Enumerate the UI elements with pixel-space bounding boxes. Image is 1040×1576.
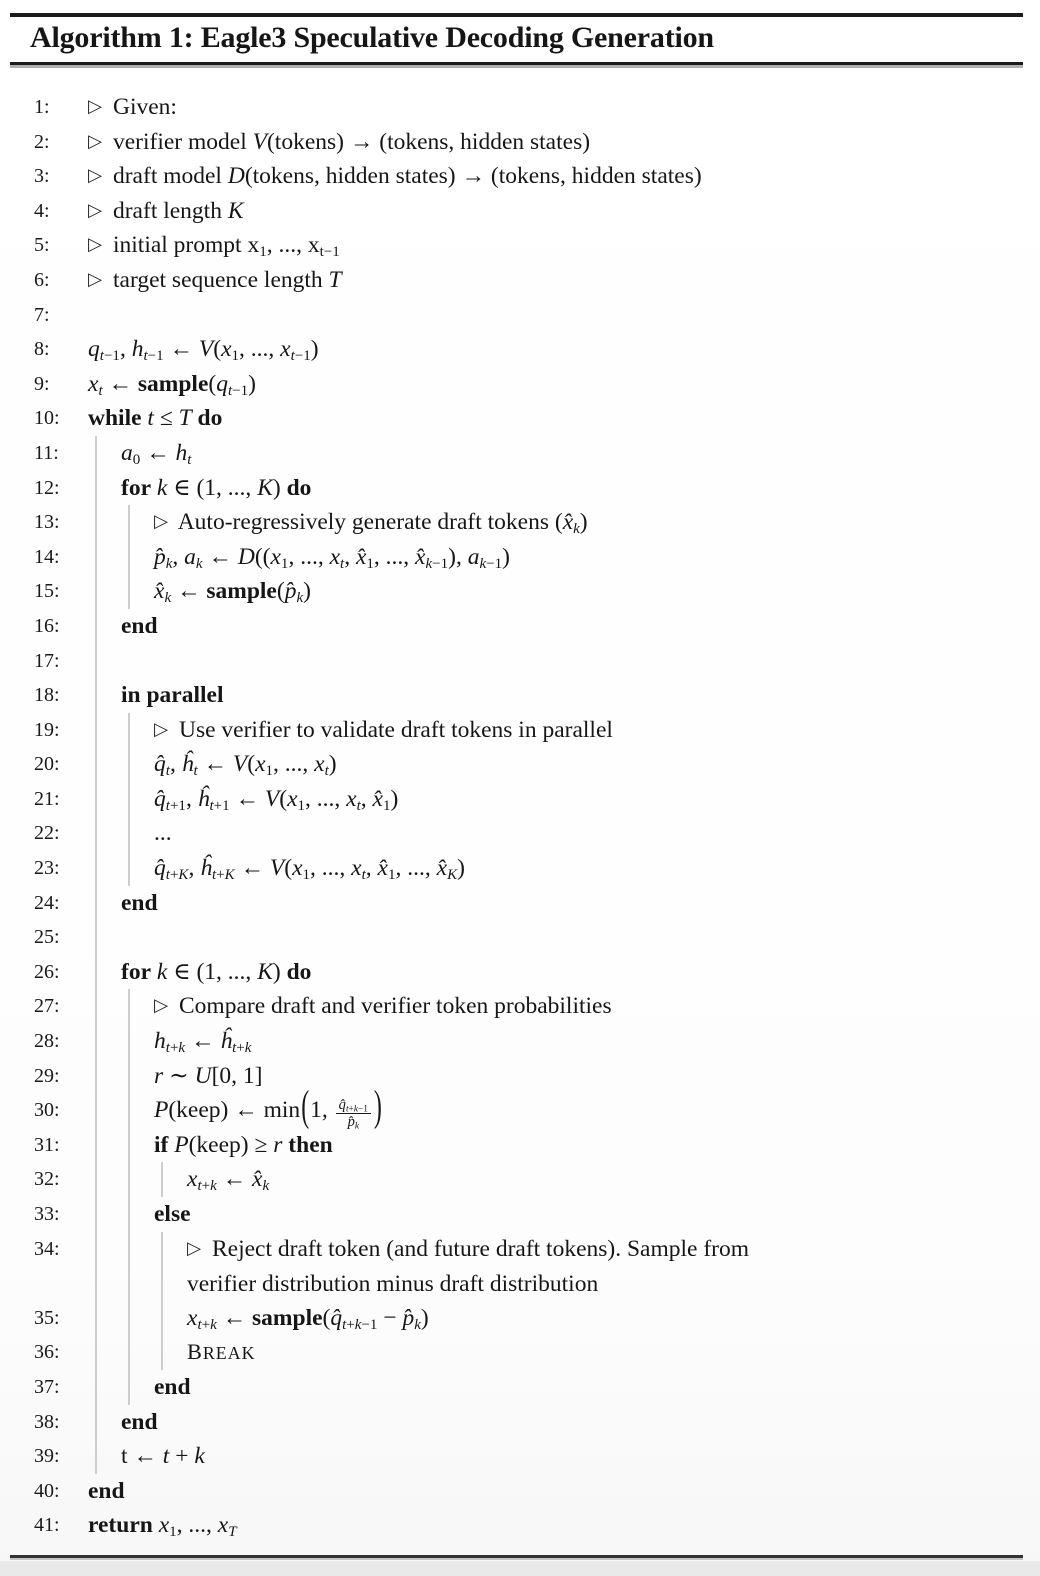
algo-line-26 xyxy=(0,955,1040,990)
line-content: ▷ draft model D(tokens, hidden states) → (tokens, hidden states) xyxy=(88,163,702,190)
algo-line-27 xyxy=(0,989,1040,1024)
indent-guide xyxy=(161,1335,163,1370)
line-number: 18: xyxy=(34,684,60,707)
algo-line-19 xyxy=(0,713,1040,748)
line-number: 34: xyxy=(34,1237,60,1260)
indent-guide xyxy=(128,816,130,851)
comment-marker-icon: ▷ xyxy=(154,718,169,739)
line-content: ▷ verifier model V(tokens) → (tokens, hidden states) xyxy=(88,128,591,155)
indent-guide xyxy=(95,1335,97,1370)
line-content: P(keep) ← min(1, $\frac{q̂_{t+k-1}}{p̂_k}$ ) xyxy=(154,1084,382,1132)
line-content: $p̂_k$, $a_k$ ← $D((x_1$, ..., $x_t$, $x̂_1$, ..., $x̂_{k-1}$), $a_{k-1}$) xyxy=(154,543,510,572)
line-content: end xyxy=(121,612,158,639)
algo-line-21 xyxy=(0,782,1040,817)
indent-guide xyxy=(95,851,97,886)
line-number: 17: xyxy=(34,649,60,672)
line-number: 24: xyxy=(34,891,60,914)
algo-line-15 xyxy=(0,574,1040,609)
algo-line-8 xyxy=(0,332,1040,367)
algo-line-30 xyxy=(0,1084,1040,1132)
algo-line-18 xyxy=(0,678,1040,713)
indent-guide xyxy=(95,1232,97,1301)
line-content: ▷ Auto-regressively generate draft tokens $(x̂_k)$ xyxy=(154,509,588,538)
comment-marker-icon: ▷ xyxy=(187,1237,202,1258)
comment-marker-icon: ▷ xyxy=(88,234,103,255)
line-number: 31: xyxy=(34,1133,60,1156)
line-number: 16: xyxy=(34,614,60,637)
line-content: else xyxy=(154,1201,191,1227)
line-number: 27: xyxy=(34,995,60,1018)
line-number: 29: xyxy=(34,1064,60,1087)
indent-guide xyxy=(95,1197,97,1232)
comment-marker-icon: ▷ xyxy=(88,96,103,116)
line-content: end xyxy=(121,1408,158,1435)
algo-line-4 xyxy=(0,194,1040,229)
indent-guide xyxy=(95,678,97,713)
indent-guide xyxy=(128,1232,130,1301)
algo-line-16 xyxy=(0,609,1040,644)
indent-guide xyxy=(128,1162,130,1197)
line-number: 41: xyxy=(34,1514,60,1537)
algo-line-6 xyxy=(0,263,1040,298)
line-content: ... xyxy=(154,820,172,847)
line-content: $x_{t+k}$ ← $sample(q̂_{t+k-1}$ − $p̂_k$) xyxy=(187,1304,429,1333)
algo-line-5 xyxy=(0,228,1040,263)
line-number: 40: xyxy=(34,1479,60,1502)
title-underline-rule xyxy=(10,62,1023,65)
line-number: 15: xyxy=(34,580,60,603)
algo-line-17 xyxy=(0,644,1040,679)
line-number: 38: xyxy=(34,1410,60,1433)
line-content: ▷ draft length K xyxy=(88,197,244,224)
line-content: BREAK xyxy=(187,1339,256,1365)
line-content: $h_{t+k}$ ← $ĥ_{t+k}$ xyxy=(154,1028,252,1057)
line-number: 39: xyxy=(34,1445,60,1468)
line-content: for k ∈ (1, ..., K) do xyxy=(121,958,312,985)
algo-line-20 xyxy=(0,747,1040,782)
line-content: $q̂_{t+1}$, $ĥ_{t+1}$ ← $V(x_1$, ..., $x_t$, $x̂_1$) xyxy=(154,785,399,815)
algo-line-28 xyxy=(0,1024,1040,1059)
indent-guide xyxy=(128,1335,130,1370)
indent-guide xyxy=(95,1024,97,1059)
comment-marker-icon: ▷ xyxy=(154,995,169,1016)
indent-guide xyxy=(95,1162,97,1197)
bottom-rule xyxy=(10,1555,1023,1558)
indent-guide xyxy=(95,955,97,990)
line-number: 12: xyxy=(34,476,60,499)
line-content: ▷ Compare draft and verifier token probabilities xyxy=(154,993,612,1020)
indent-guide xyxy=(95,471,97,506)
algo-line-3 xyxy=(0,159,1040,194)
line-content: end xyxy=(121,889,158,916)
indent-guide xyxy=(95,1301,97,1336)
indent-guide xyxy=(128,1301,130,1336)
indent-guide xyxy=(128,1197,130,1232)
algo-line-41 xyxy=(0,1508,1040,1543)
indent-guide xyxy=(128,1059,130,1094)
algo-line-37 xyxy=(0,1370,1040,1405)
line-number: 20: xyxy=(34,753,60,776)
line-content: $q̂_{t+K}$, $ĥ_{t+K}$ ← $V(x_1$, ..., $x_t$, $x̂_1$, ..., $x̂_K$) xyxy=(154,855,465,884)
line-content: ▷ Reject draft token (and future draft tokens). Sample from verifier distribution minus draft distribution xyxy=(187,1235,750,1298)
line-content: $q_{t-1}$, $h_{t-1}$ ← $V(x_1$, ..., $x_{t-1}$) xyxy=(88,336,319,365)
line-number: 25: xyxy=(34,926,60,949)
line-number: 14: xyxy=(34,545,60,568)
indent-guide xyxy=(161,1301,163,1336)
line-number: 11: xyxy=(34,441,59,464)
indent-guide xyxy=(128,1370,130,1405)
algo-line-7 xyxy=(0,298,1040,333)
indent-guide xyxy=(128,713,130,748)
algo-line-24 xyxy=(0,886,1040,921)
line-number: 23: xyxy=(34,857,60,880)
page-bottom-band xyxy=(0,1561,1040,1576)
algo-line-40 xyxy=(0,1474,1040,1509)
line-content: ▷ initial prompt $x_1$, ..., $x_{t-1}$ xyxy=(88,232,340,261)
indent-guide xyxy=(95,920,97,955)
algo-line-31 xyxy=(0,1128,1040,1163)
indent-guide xyxy=(95,782,97,817)
line-number: 26: xyxy=(34,960,60,983)
line-number: 37: xyxy=(34,1375,60,1398)
indent-guide xyxy=(95,644,97,679)
indent-guide xyxy=(161,1162,163,1197)
line-content: $x̂_k$ ← $sample(p̂_k)$ xyxy=(154,578,311,607)
comment-marker-icon: ▷ xyxy=(154,511,169,532)
line-number: 1: xyxy=(34,96,50,118)
indent-guide xyxy=(128,505,130,540)
indent-guide xyxy=(95,886,97,921)
line-content: return $x_1$, ..., $x_T$ xyxy=(88,1512,237,1541)
indent-guide xyxy=(95,574,97,609)
indent-guide xyxy=(95,1439,97,1474)
indent-guide xyxy=(161,1232,163,1301)
line-content: for k ∈ (1, ..., K) do xyxy=(121,474,312,501)
algo-line-33 xyxy=(0,1197,1040,1232)
algo-line-39 xyxy=(0,1439,1040,1474)
indent-guide xyxy=(95,747,97,782)
algo-line-32 xyxy=(0,1162,1040,1197)
algo-line-12 xyxy=(0,471,1040,506)
indent-guide xyxy=(128,1093,130,1128)
comment-marker-icon: ▷ xyxy=(88,268,103,289)
line-content: $a_0$ ← $h_t$ xyxy=(121,439,192,469)
indent-guide xyxy=(95,1405,97,1440)
line-number: 2: xyxy=(34,130,50,153)
line-number: 19: xyxy=(34,718,60,741)
line-number: 8: xyxy=(34,338,50,361)
algo-line-36 xyxy=(0,1335,1040,1370)
line-content: in parallel xyxy=(121,682,224,709)
line-content: t ← t + k xyxy=(121,1443,205,1470)
algorithm-title: Algorithm 1: Eagle3 Speculative Decoding Generation xyxy=(30,21,714,54)
algo-line-23 xyxy=(0,851,1040,886)
line-content: while t ≤ T do xyxy=(88,405,223,432)
line-number: 21: xyxy=(34,787,60,810)
indent-guide xyxy=(128,1024,130,1059)
indent-guide xyxy=(95,1059,97,1094)
algo-line-14 xyxy=(0,540,1040,575)
line-number: 32: xyxy=(34,1168,60,1191)
line-number: 22: xyxy=(34,822,60,845)
line-content: $q̂_t$, $ĥ_t$ ← $V(x_1$, ..., $x_t$) xyxy=(154,751,337,780)
algo-line-38 xyxy=(0,1405,1040,1440)
indent-guide xyxy=(95,1093,97,1128)
indent-guide xyxy=(128,989,130,1024)
indent-guide xyxy=(128,851,130,886)
line-number: 4: xyxy=(34,199,50,222)
line-content: r ∼ U[0, 1] xyxy=(154,1062,263,1089)
line-content: ▷ Given: xyxy=(88,94,177,120)
line-content: $x_t$ ← $sample(q_{t-1})$ xyxy=(88,370,256,399)
indent-guide xyxy=(128,1128,130,1163)
line-content: $x_{t+k}$ ← $x̂_k$ xyxy=(187,1166,270,1195)
line-number: 9: xyxy=(34,372,50,395)
line-content: end xyxy=(88,1477,125,1504)
algo-line-13 xyxy=(0,505,1040,540)
algo-line-10 xyxy=(0,401,1040,436)
line-number: 10: xyxy=(34,407,60,430)
algo-line-25 xyxy=(0,920,1040,955)
indent-guide xyxy=(95,816,97,851)
algo-line-29 xyxy=(0,1059,1040,1094)
indent-guide xyxy=(95,505,97,540)
comment-marker-icon: ▷ xyxy=(88,199,103,220)
comment-marker-icon: ▷ xyxy=(88,130,103,151)
algo-line-35 xyxy=(0,1301,1040,1336)
indent-guide xyxy=(128,782,130,817)
algo-line-22 xyxy=(0,816,1040,851)
comment-marker-icon: ▷ xyxy=(88,165,103,186)
line-content: ▷ target sequence length T xyxy=(88,266,342,293)
line-number: 28: xyxy=(34,1030,60,1053)
indent-guide xyxy=(95,1370,97,1405)
line-content: end xyxy=(154,1373,191,1400)
top-rule xyxy=(10,13,1023,17)
indent-guide xyxy=(128,540,130,575)
algo-line-2 xyxy=(0,125,1040,160)
line-number: 13: xyxy=(34,511,60,534)
algo-line-9 xyxy=(0,367,1040,402)
indent-guide xyxy=(95,436,97,471)
line-number: 35: xyxy=(34,1306,60,1329)
indent-guide xyxy=(128,574,130,609)
line-number: 36: xyxy=(34,1341,60,1364)
algo-line-34 xyxy=(0,1232,1040,1301)
algo-line-1 xyxy=(0,90,1040,125)
indent-guide xyxy=(95,609,97,644)
line-number: 7: xyxy=(34,303,50,326)
indent-guide xyxy=(128,747,130,782)
line-number: 6: xyxy=(34,268,50,291)
line-number: 5: xyxy=(34,234,50,257)
indent-guide xyxy=(95,1128,97,1163)
indent-guide xyxy=(95,540,97,575)
algorithm-body xyxy=(0,90,1040,1543)
indent-guide xyxy=(95,989,97,1024)
line-content: if P(keep) ≥ r then xyxy=(154,1131,333,1158)
indent-guide xyxy=(95,713,97,748)
line-number: 33: xyxy=(34,1203,60,1225)
algo-line-11 xyxy=(0,436,1040,471)
line-number: 30: xyxy=(34,1099,60,1122)
line-number: 3: xyxy=(34,165,50,188)
line-content: ▷ Use verifier to validate draft tokens in parallel xyxy=(154,716,613,743)
